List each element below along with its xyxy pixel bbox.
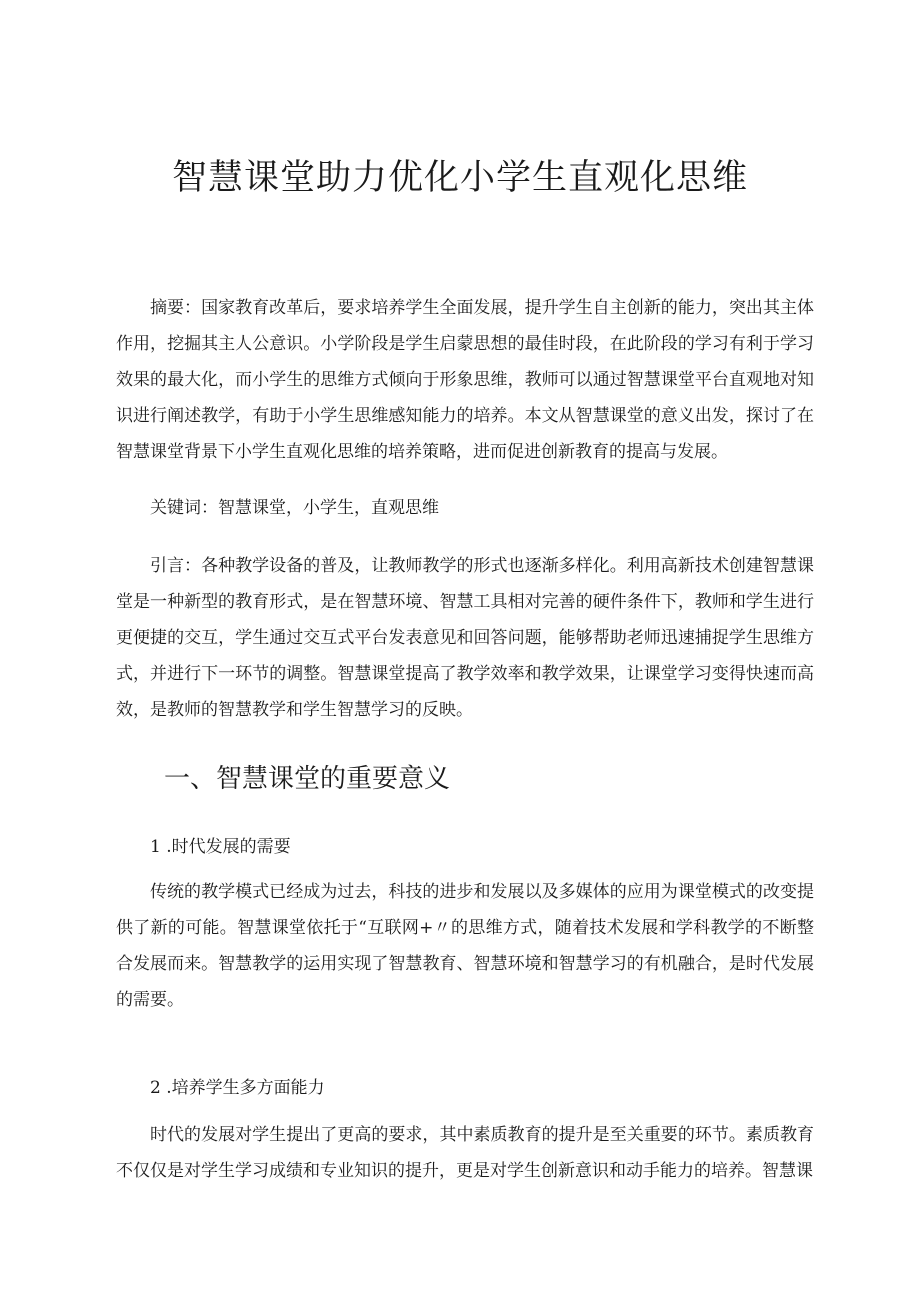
introduction-paragraph: 引言：各种教学设备的普及，让教师教学的形式也逐渐多样化。利用高新技术创建智慧课堂是一种新型的教育形式，是在智慧环境、智慧工具相对完善的硬件条件下，教师和学生进行更便捷的交互，学生通过交互式平台发表意见和回答问题，能够帮助老师迅速捕捉学生思维方式，并进行下一环节的调整。智慧课堂提高了教学效率和教学效果，让课堂学习变得快速而高效，是教师的智慧教学和学生智慧学习的反映。: [116, 556, 814, 720]
keywords-paragraph: 关键词：智慧课堂，小学生，直观思维: [150, 498, 439, 518]
document-title: 智慧课堂助力优化小学生直观化思维: [171, 158, 748, 198]
subsection-2-paragraph: 时代的发展对学生提出了更高的要求，其中素质教育的提升是至关重要的环节。素质教育不仅仅是对学生学习成绩和专业知识的提升，更是对学生创新意识和动手能力的培养。智慧课: [116, 1125, 814, 1181]
subsection-1-paragraph: 传统的教学模式已经成为过去，科技的进步和发展以及多媒体的应用为课堂模式的改变提供了新的可能。智慧课堂依托于“互联网+〃的思维方式，随着技术发展和学科教学的不断整合发展而来。智慧教学的运用实现了智慧教育、智慧环境和智慧学习的有机融合，是时代发展的需要。: [116, 882, 814, 1010]
abstract-paragraph: 摘要：国家教育改革后，要求培养学生全面发展，提升学生自主创新的能力，突出其主体作用，挖掘其主人公意识。小学阶段是学生启蒙思想的最佳时段，在此阶段的学习有利于学习效果的最大化，而小学生的思维方式倾向于形象思维，教师可以通过智慧课堂平台直观地对知识进行阐述教学，有助于小学生思维感知能力的培养。本文从智慧课堂的意义出发，探讨了在智慧课堂背景下小学生直观化思维的培养策略，进而促进创新教育的提高与发展。: [116, 298, 814, 462]
subsection-heading-2: 2 .培养学生多方面能力: [150, 1078, 325, 1098]
section-heading-1: 一、智慧课堂的重要意义: [164, 764, 451, 794]
subsection-heading-1: 1 .时代发展的需要: [150, 837, 291, 857]
